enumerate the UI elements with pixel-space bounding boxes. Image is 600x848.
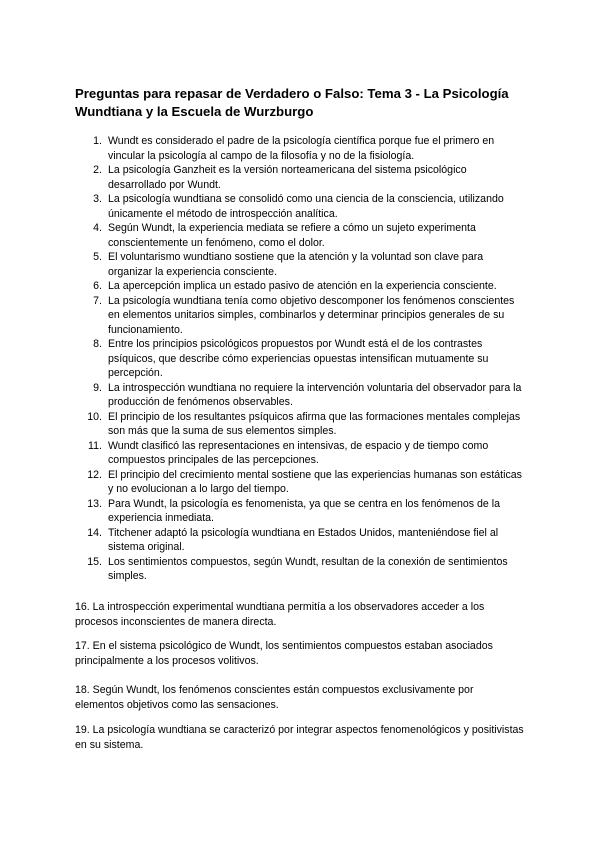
list-item xyxy=(75,250,525,279)
item-text: La apercepción implica un estado pasivo de atención en la experiencia consciente. xyxy=(108,280,497,292)
item-number: 8. xyxy=(93,338,102,350)
list-item xyxy=(75,439,525,468)
list-item xyxy=(75,497,525,526)
page-title: Preguntas para repasar de Verdadero o Falso: Tema 3 - La Psicología Wundtiana y la Escuela de Wurzburgo xyxy=(75,86,509,119)
question-paragraph-17: 17. En el sistema psicológico de Wundt, los sentimientos compuestos estaban asociados principalmente a los procesos volitivos. xyxy=(75,640,493,667)
item-text: Según Wundt, la experiencia mediata se refiere a cómo un sujeto experimenta conscientemente un fenómeno, como el dolor. xyxy=(108,222,476,249)
question-paragraph-18: 18. Según Wundt, los fenómenos conscientes están compuestos exclusivamente por elementos objetivos como las sensaciones. xyxy=(75,684,474,711)
item-number: 2. xyxy=(93,164,102,176)
item-number: 6. xyxy=(93,280,102,292)
list-item xyxy=(75,381,525,410)
item-number: 5. xyxy=(93,251,102,263)
list-item xyxy=(75,294,525,338)
item-number: 1. xyxy=(93,135,102,147)
item-number: 10. xyxy=(87,410,102,423)
question-paragraph-19: 19. La psicología wundtiana se caracterizó por integrar aspectos fenomenológicos y positivistas en su sistema. xyxy=(75,724,524,751)
list-item xyxy=(75,555,525,584)
item-text: Wundt es considerado el padre de la psicología científica porque fue el primero en vincular la psicología al campo de la filosofía y no de la fisiología. xyxy=(108,135,495,162)
item-text: El principio de los resultantes psíquicos afirma que las formaciones mentales complejas son más que la suma de sus elementos simples. xyxy=(108,410,521,437)
question-paragraph-16: 16. La introspección experimental wundtiana permitía a los observadores acceder a los procesos inconscientes de manera directa. xyxy=(75,601,485,628)
list-item xyxy=(75,221,525,250)
item-number: 11. xyxy=(88,439,102,452)
list-item xyxy=(75,410,525,439)
list-item xyxy=(75,163,525,192)
question-list xyxy=(75,134,525,584)
item-text: La introspección wundtiana no requiere la intervención voluntaria del observador para la producción de fenómenos observables. xyxy=(108,381,522,408)
item-text: Para Wundt, la psicología es fenomenista, ya que se centra en los fenómenos de la experiencia inmediata. xyxy=(108,497,501,524)
item-number: 12. xyxy=(87,468,102,481)
list-item xyxy=(75,526,525,555)
item-text: Titchener adaptó la psicología wundtiana en Estados Unidos, manteniéndose fiel al sistema original. xyxy=(108,526,499,553)
item-text: Wundt clasificó las representaciones en intensivas, de espacio y de tiempo como compuestos principales de las percepciones. xyxy=(108,439,489,466)
list-item xyxy=(75,192,525,221)
list-item xyxy=(75,134,525,163)
item-text: Entre los principios psicológicos propuestos por Wundt está el de los contrastes psíquicos, que describe cómo experiencias opuestas intensifican mutuamente su percepción. xyxy=(108,338,489,379)
item-number: 7. xyxy=(93,294,102,307)
item-number: 15. xyxy=(87,555,102,568)
item-text: El principio del crecimiento mental sostiene que las experiencias humanas son estáticas y no evolucionan a lo largo del tiempo. xyxy=(108,468,522,495)
item-text: La psicología wundtiana se consolidó como una ciencia de la consciencia, utilizando únicamente el método de introspección analítica. xyxy=(108,193,504,220)
item-number: 13. xyxy=(87,497,102,510)
item-text: La psicología wundtiana tenía como objetivo descomponer los fenómenos conscientes en elementos unitarios simples, combinarlos y determinar principios generales de su funcionamiento. xyxy=(108,294,515,336)
list-item xyxy=(75,337,525,381)
item-text: La psicología Ganzheit es la versión norteamericana del sistema psicológico desarrollado por Wundt. xyxy=(108,164,467,191)
item-text: El voluntarismo wundtiano sostiene que la atención y la voluntad son clave para organizar la experiencia consciente. xyxy=(108,251,484,278)
item-text: Los sentimientos compuestos, según Wundt, resultan de la conexión de sentimientos simples. xyxy=(108,555,508,582)
list-item xyxy=(75,279,525,294)
item-number: 9. xyxy=(93,381,102,394)
list-item xyxy=(75,468,525,497)
item-number: 14. xyxy=(87,526,102,539)
item-number: 4. xyxy=(93,222,102,234)
item-number: 3. xyxy=(93,193,102,205)
